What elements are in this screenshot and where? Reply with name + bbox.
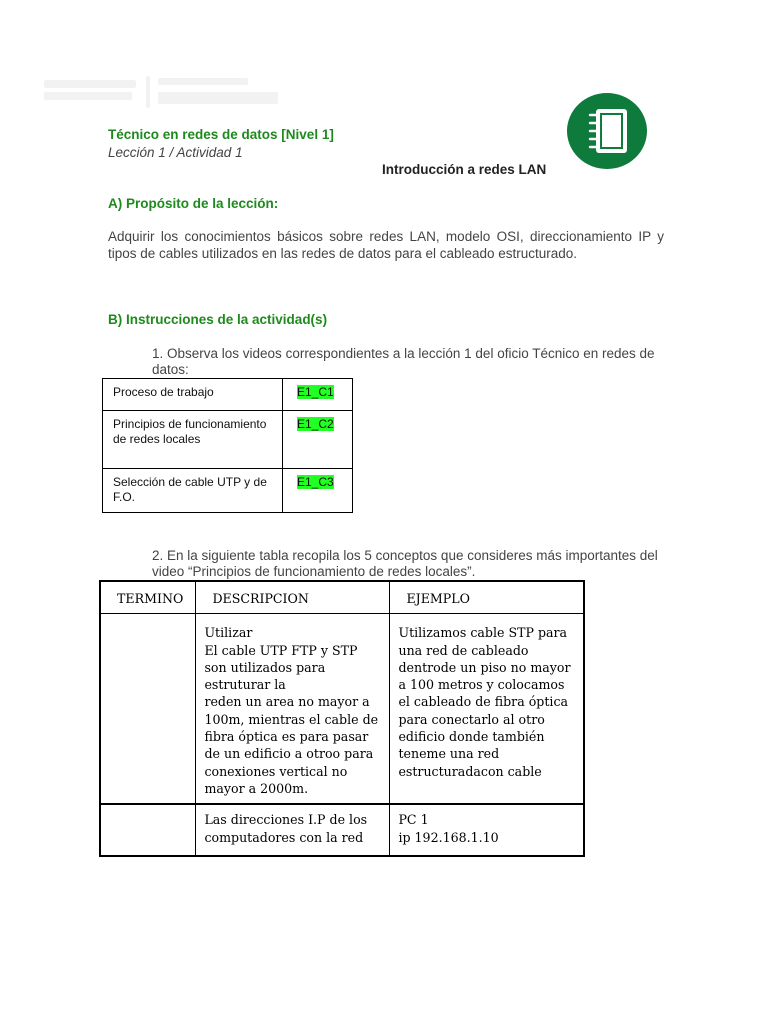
column-header-descripcion: DESCRIPCION <box>196 581 390 614</box>
ejemplo-cell: PC 1 ip 192.168.1.10 <box>390 804 584 856</box>
table-header-row <box>100 581 584 614</box>
video-code: E1_C1 <box>297 385 334 399</box>
video-code: E1_C3 <box>297 475 334 489</box>
instruction-step-1: 1. Observa los videos correspondientes a la lección 1 del oficio Técnico en redes de datos: <box>152 346 655 377</box>
video-name: Proceso de trabajo <box>103 379 283 411</box>
section-a-title: A) Propósito de la lección: <box>108 196 279 211</box>
institution-logo <box>44 76 280 110</box>
ejemplo-cell: Utilizamos cable STP para una red de cableado dentrode un piso no mayor a 100 metros y colocamos el cableado de fibra óptica para conectarlo al otro edificio donde también teneme una red estructuradacon cable <box>390 614 584 804</box>
spiral-notebook-icon <box>566 92 648 170</box>
purpose-text: Adquirir los conocimientos básicos sobre redes LAN, modelo OSI, direccionamiento IP y tipos de cables utilizados en las redes de datos para el cableado estructurado. <box>108 229 664 261</box>
table-row <box>103 469 353 513</box>
video-name: Principios de funcionamiento de redes locales <box>103 411 283 469</box>
instruction-step-2: 2. En la siguiente tabla recopila los 5 conceptos que consideres más importantes del video “Principios de funcionamiento de redes locales”. <box>152 548 658 579</box>
termino-cell <box>100 614 196 804</box>
course-title: Técnico en redes de datos [Nivel 1] <box>108 127 334 142</box>
video-code: E1_C2 <box>297 417 334 431</box>
table-row <box>100 804 584 856</box>
termino-cell <box>100 804 196 856</box>
table-row <box>103 379 353 411</box>
column-header-ejemplo: EJEMPLO <box>390 581 584 614</box>
table-row <box>100 614 584 804</box>
section-b-title: B) Instrucciones de la actividad(s) <box>108 312 328 327</box>
descripcion-cell: Las direcciones I.P de los computadores con la red <box>196 804 390 856</box>
videos-table <box>102 378 353 513</box>
concepts-table <box>99 580 585 857</box>
column-header-termino: TERMINO <box>100 581 196 614</box>
lesson-activity: Lección 1 / Actividad 1 <box>108 145 243 160</box>
video-name: Selección de cable UTP y de F.O. <box>103 469 283 513</box>
lesson-topic: Introducción a redes LAN <box>382 162 547 177</box>
descripcion-cell: Utilizar El cable UTP FTP y STP son utilizados para estruturar la reden un area no mayor a 100m, mientras el cable de fibra óptica es para pasar de un edificio a otroo para conexiones vertical no mayor a 2000m. <box>196 614 390 804</box>
table-row <box>103 411 353 469</box>
